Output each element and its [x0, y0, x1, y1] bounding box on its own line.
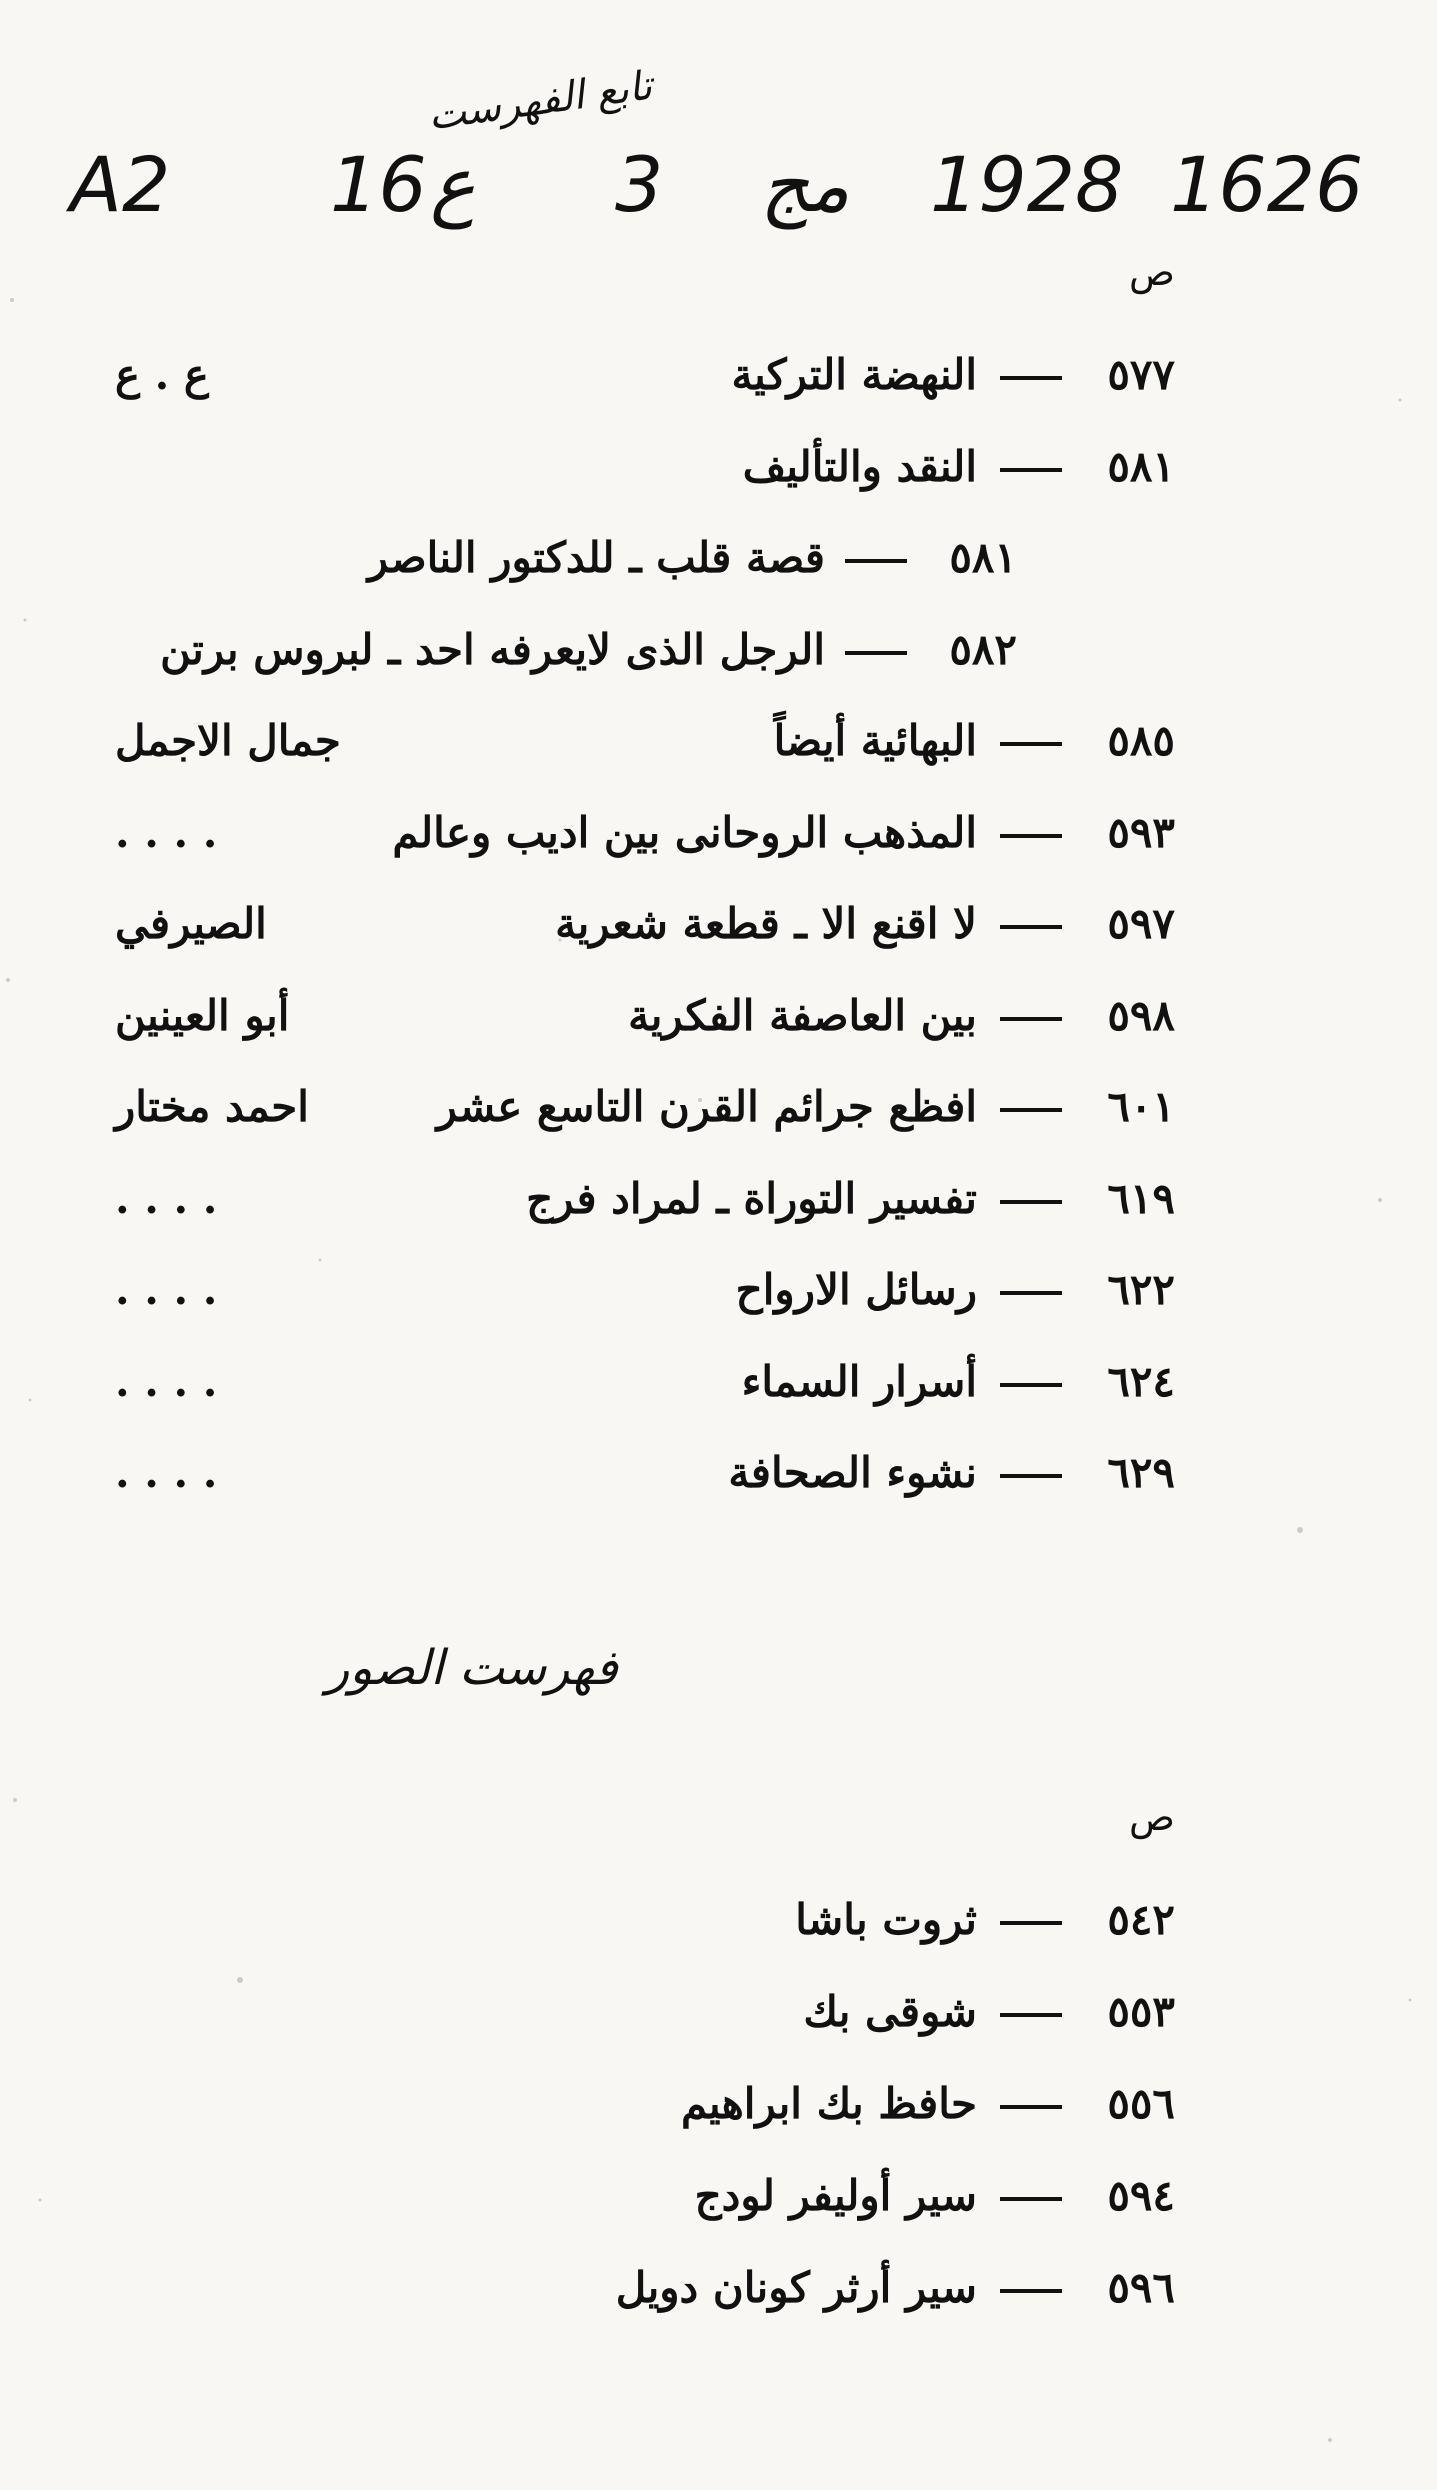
separator-dash — [1000, 468, 1062, 472]
image-title: سير أوليفر لودج — [694, 2171, 977, 2220]
image-row — [0, 2079, 1437, 2151]
page-number: ٥٩٨ — [1107, 990, 1175, 1040]
image-row — [0, 1987, 1437, 2059]
entry-title: تفسير التوراة ـ لمراد فرج — [526, 1173, 977, 1223]
entry-author: ع . ع — [115, 350, 209, 399]
image-title: شوقى بك — [803, 1987, 977, 2036]
page-number: ٦٠١ — [1107, 1082, 1175, 1131]
page-number: ٥٨١ — [1107, 441, 1175, 491]
page-number: ٥٩٦ — [1107, 2263, 1175, 2312]
separator-dash — [1000, 2289, 1062, 2293]
page-number: ٥٨٢ — [949, 624, 1017, 674]
entry-title: النقد والتأليف — [742, 441, 977, 491]
entry-title: رسائل الارواح — [735, 1265, 977, 1314]
page-number: ٦١٩ — [1107, 1173, 1175, 1223]
separator-dash — [1000, 742, 1062, 746]
entry-title: المذهب الروحانى بين اديب وعالم — [392, 807, 977, 857]
image-title: سير أرثر كونان دويل — [615, 2263, 977, 2312]
page-number: ٥٨٥ — [1107, 716, 1175, 765]
ref-part: 1626 — [1170, 140, 1364, 229]
ref-part: 1928 — [930, 140, 1124, 229]
ref-part: مج — [760, 140, 850, 229]
page-number: ٥٩٧ — [1107, 899, 1175, 948]
contents-row — [0, 991, 1437, 1063]
ref-part: A2 — [70, 140, 171, 229]
entry-author: الصيرفي — [115, 899, 267, 948]
contents-row — [0, 350, 1437, 422]
handwritten-reference — [70, 140, 1390, 260]
separator-dash — [845, 651, 907, 655]
page-number: ٦٢٢ — [1107, 1265, 1175, 1314]
ref-part: 3 — [615, 140, 664, 229]
contents-row — [0, 716, 1437, 788]
entry-title: النهضة التركية — [731, 350, 977, 399]
page-number: ٦٢٤ — [1107, 1356, 1175, 1406]
separator-dash — [1000, 2197, 1062, 2201]
images-section-title: فهرست الصور — [326, 1640, 618, 1696]
page-number: ٥٤٢ — [1107, 1895, 1175, 1944]
separator-dash — [1000, 376, 1062, 380]
entry-title: البهائية أيضاً — [773, 716, 977, 765]
ref-part: 16 — [330, 140, 427, 229]
page-number: ٥٩٤ — [1107, 2171, 1175, 2220]
images-column-marker: ص — [1129, 1795, 1175, 1839]
entry-author: . . . . — [115, 807, 218, 857]
handwritten-title: تابع الفهرست — [425, 62, 655, 140]
separator-dash — [1000, 1017, 1062, 1021]
page-column-marker: ص — [1129, 250, 1175, 294]
entry-title: نشوء الصحافة — [728, 1448, 977, 1497]
image-row — [0, 1895, 1437, 1967]
page-number: ٥٥٦ — [1107, 2079, 1175, 2128]
image-title: حافظ بك ابراهيم — [680, 2079, 977, 2128]
separator-dash — [1000, 1200, 1062, 1204]
image-title: ثروت باشا — [795, 1895, 977, 1944]
entry-title: الرجل الذى لايعرفه احد ـ لبروس برتن — [160, 624, 825, 674]
contents-row — [0, 1448, 1437, 1520]
contents-row — [0, 1265, 1437, 1337]
separator-dash — [1000, 1474, 1062, 1478]
separator-dash — [1000, 1291, 1062, 1295]
contents-row — [0, 1357, 1437, 1429]
contents-row — [0, 1082, 1437, 1154]
page-number: ٦٢٩ — [1107, 1448, 1175, 1497]
page-number: ٥٨١ — [949, 533, 1017, 582]
entry-author: . . . . — [115, 1173, 218, 1223]
ref-part: ع — [430, 140, 476, 229]
contents-row — [0, 808, 1437, 880]
contents-row — [0, 533, 1437, 605]
separator-dash — [1000, 834, 1062, 838]
entry-title: لا اقنع الا ـ قطعة شعرية — [555, 899, 977, 948]
page-number: ٥٧٧ — [1107, 350, 1175, 399]
separator-dash — [1000, 2013, 1062, 2017]
image-row — [0, 2171, 1437, 2243]
separator-dash — [1000, 925, 1062, 929]
image-row — [0, 2263, 1437, 2335]
separator-dash — [1000, 1921, 1062, 1925]
page-number: ٥٥٣ — [1107, 1987, 1175, 2036]
separator-dash — [1000, 1383, 1062, 1387]
contents-row — [0, 442, 1437, 514]
contents-row — [0, 899, 1437, 971]
entry-title: قصة قلب ـ للدكتور الناصر — [367, 533, 825, 582]
entry-author: . . . . — [115, 1265, 218, 1314]
entry-title: أسرار السماء — [741, 1356, 977, 1406]
entry-author: . . . . — [115, 1356, 218, 1406]
entry-title: افظع جرائم القرن التاسع عشر — [436, 1082, 977, 1131]
contents-row — [0, 625, 1437, 697]
contents-row — [0, 1174, 1437, 1246]
page-number: ٥٩٣ — [1107, 807, 1175, 857]
entry-title: بين العاصفة الفكرية — [628, 990, 977, 1040]
entry-author: احمد مختار — [115, 1082, 309, 1131]
entry-author: أبو العينين — [115, 990, 290, 1040]
separator-dash — [1000, 1108, 1062, 1112]
entry-author: . . . . — [115, 1448, 218, 1497]
separator-dash — [1000, 2105, 1062, 2109]
separator-dash — [845, 559, 907, 563]
entry-author: جمال الاجمل — [115, 716, 341, 765]
